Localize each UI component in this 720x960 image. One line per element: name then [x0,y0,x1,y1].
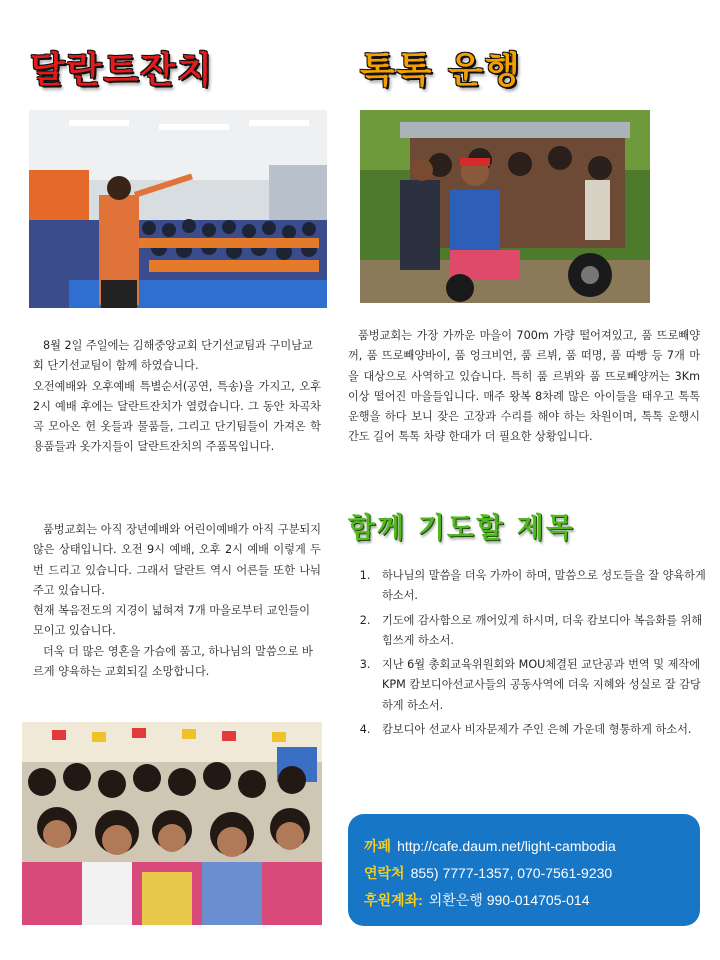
cafe-label: 까페 [364,838,392,854]
account-label: 후원계좌: [364,892,423,908]
left-text-block-2 [33,520,321,682]
prayer-item: 1. 하나님의 말씀을 더욱 가까이 하며, 말씀으로 성도들을 잘 양육하게 하소서. [374,566,708,607]
paragraph: 8월 2일 주일에는 김해중앙교회 단기선교팀과 구미남교회 단기선교팀이 함께 하였습니다. [33,339,313,373]
cafe-link[interactable]: http://cafe.daum.net/light-cambodia [397,838,616,854]
title-tuktuk: 톡톡 운행 [360,50,522,91]
prayer-item: 2. 기도에 감사함으로 깨어있게 하시며, 더욱 캄보디아 복음화를 위해 힘쓰게 하소서. [374,611,708,652]
account-row [364,890,590,910]
prayer-item: 3. 지난 6월 총회교육위원회와 MOU체결된 교단공과 번역 및 제작에 KPM 캄보디아선교사들의 공동사역에 더욱 지혜와 성실로 잘 감당하게 하소서. [374,655,708,716]
phone-label: 연락처 [364,865,405,881]
prayer-item: 4. 캄보디아 선교사 비자문제가 주인 은혜 가운데 형통하게 하소서. [374,720,708,740]
paragraph: 현재 복음전도의 지경이 넓혀져 7개 마을로부터 교인들이 모이고 있습니다. [33,604,311,638]
title-prayer: 함께 기도할 제목 [348,511,575,544]
account-value: 외환은행 990-014705-014 [428,892,590,908]
paragraph: 품벙교회는 가장 가까운 마을이 700m 가량 떨어져있고, 품 뜨로빼양꺼, 품 뜨로빼양바이, 품 엉크비언, 품 르뷔, 품 떠명, 품 따빵 등 7개 마을 대상으로 사역하고 있습니다. 특히 품 르뷔와 품 뜨로빼양꺼는 3Km이상 떨어진 마을들입니다. 매주 왕복 8차례 많은 아이들을 태우고 톡톡운행을 하다 보니 잦은 고장과 수리를 해야 하는 차원이며, 톡톡 운행시간도 길어 톡톡 차량 한대가 더 필요한 상황입니다. [348,329,700,444]
photo-children [22,722,322,925]
left-text-block-1 [33,336,321,458]
photo-church-hall [29,110,327,308]
title-talent-party: 달란트잔치 [30,50,214,91]
contact-box [348,814,700,926]
photo-tuktuk [360,110,650,303]
phone-value: 855) 7777-1357, 070-7561-9230 [410,865,613,881]
paragraph: 더욱 더 많은 영혼을 가슴에 품고, 하나님의 말씀으로 바르게 양육하는 교회되길 소망합니다. [33,644,313,679]
phone-row [364,863,612,883]
prayer-list [348,566,708,744]
paragraph: 품벙교회는 아직 장년예배와 어린이예배가 아직 구분되지 않은 상태입니다. 오전 9시 예배, 오후 2시 예배 이렇게 두 번 드리고 있습니다. 그래서 달란트 역시 어른들 또한 나눠주고 있습니다. [33,523,321,597]
cafe-row [364,836,616,856]
right-text-block [348,326,700,448]
paragraph: 오전예배와 오후예배 특별순서(공연, 특송)을 가지고, 오후 2시 예배 후에는 달란트잔치가 열렸습니다. 그 동안 차곡차곡 모아온 헌 옷들과 물품들, 그리고 단기팀들이 가져온 학용품들과 옷가지들이 달란트잔치의 주품목입니다. [33,379,321,454]
